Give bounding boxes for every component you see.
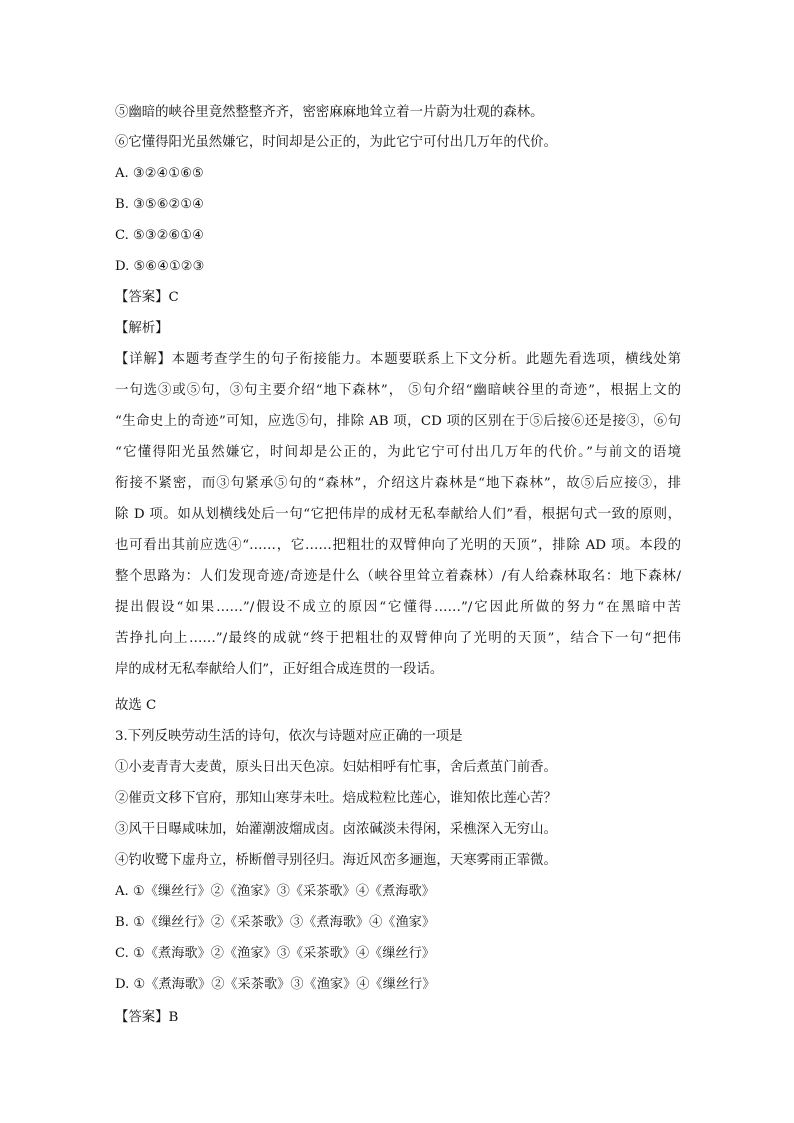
q3-option-a: A. ①《缫丝行》②《渔家》③《采茶歌》④《煮海歌》 (115, 884, 435, 899)
detail-line: 岸的成材无私奉献给人们”，正好组合成连贯的一段话。 (115, 662, 444, 677)
q2-option-c: C. ⑤③②⑥①④ (115, 228, 204, 243)
q2-option-b: B. ③⑤⑥②①④ (115, 197, 205, 212)
q3-answer: 【答案】B (115, 1010, 179, 1025)
q3-option-b: B. ①《缫丝行》②《采茶歌》③《煮海歌》④《渔家》 (115, 915, 436, 930)
q2-answer: 【答案】C (115, 290, 179, 305)
detail-line: 也可看出其前应选④“……，它……把粗壮的双臂伸向了光明的天顶”，排除 AD 项。本段的 (115, 538, 681, 553)
detail-line: 一句选③或⑤句，③句主要介绍“地下森林”， ⑤句介绍“幽暗峡谷里的奇迹”，根据上文的 (115, 383, 681, 398)
q2-analysis-label: 【解析】 (115, 321, 169, 336)
q3-stem: 3.下列反映劳动生活的诗句，依次与诗题对应正确的一项是 (115, 729, 463, 744)
detail-line: 整个思路为：人们发现奇迹/奇迹是什么（峡谷里耸立着森林）/有人给森林取名：地下森林/ (115, 569, 681, 584)
q2-option-d: D. ⑤⑥④①②③ (115, 259, 205, 274)
detail-line: 除 D 项。如从划横线处后一句“它把伟岸的成材无私奉献给人们”看，根据句式一致的原则， (115, 507, 681, 522)
q3-poem-3: ③风干日曝咸味加，始灌潮波熘成卤。卤浓碱淡未得闲，采樵深入无穷山。 (115, 822, 557, 837)
sentence-6: ⑥它懂得阳光虽然嫌它，时间却是公正的，为此它宁可付出几万年的代价。 (115, 135, 557, 150)
q3-poem-1: ①小麦青青大麦黄，原头日出天色凉。妇姑相呼有忙事，舍后煮茧门前香。 (115, 760, 557, 775)
q3-poem-4: ④钓收鹭下虚舟立，桥断僧寻别径归。海近风峦多逦迤，天寒雾雨正霏微。 (115, 853, 557, 868)
q2-conclusion: 故选 C (115, 698, 157, 713)
detail-line: “生命史上的奇迹”可知，应选⑤句，排除 AB 项，CD 项的区别在于⑤后接⑥还是接③，⑥句 (115, 414, 681, 429)
detail-line: 苦挣扎向上……”/最终的成就“终于把粗壮的双臂伸向了光明的天顶”，结合下一句“把伟 (115, 631, 681, 646)
sentence-5: ⑤幽暗的峡谷里竟然整整齐齐，密密麻麻地耸立着一片蔚为壮观的森林。 (115, 105, 544, 120)
q3-option-d: D. ①《煮海歌》②《采茶歌》③《渔家》④《缫丝行》 (115, 977, 436, 992)
detail-line: 衔接不紧密，而③句紧承⑤句的“森林”，介绍这片森林是“地下森林”，故⑤后应接③，排 (115, 476, 681, 491)
q3-option-c: C. ①《煮海歌》②《渔家》③《采茶歌》④《缫丝行》 (115, 946, 435, 961)
q2-option-a: A. ③②④①⑥⑤ (115, 166, 204, 181)
detail-line: 【详解】本题考查学生的句子衔接能力。本题要联系上下文分析。此题先看选项，横线处第 (115, 352, 681, 367)
q3-poem-2: ②催贡文移下官府，那知山寒芽未吐。焙成粒粒比莲心，谁知侬比莲心苦？ (115, 791, 557, 806)
detail-line: 提出假设“如果……”/假设不成立的原因“它懂得……”/它因此所做的努力“在黑暗中苦 (115, 600, 681, 615)
detail-line: “它懂得阳光虽然嫌它，时间却是公正的，为此它宁可付出几万年的代价。”与前文的语境 (115, 445, 681, 460)
